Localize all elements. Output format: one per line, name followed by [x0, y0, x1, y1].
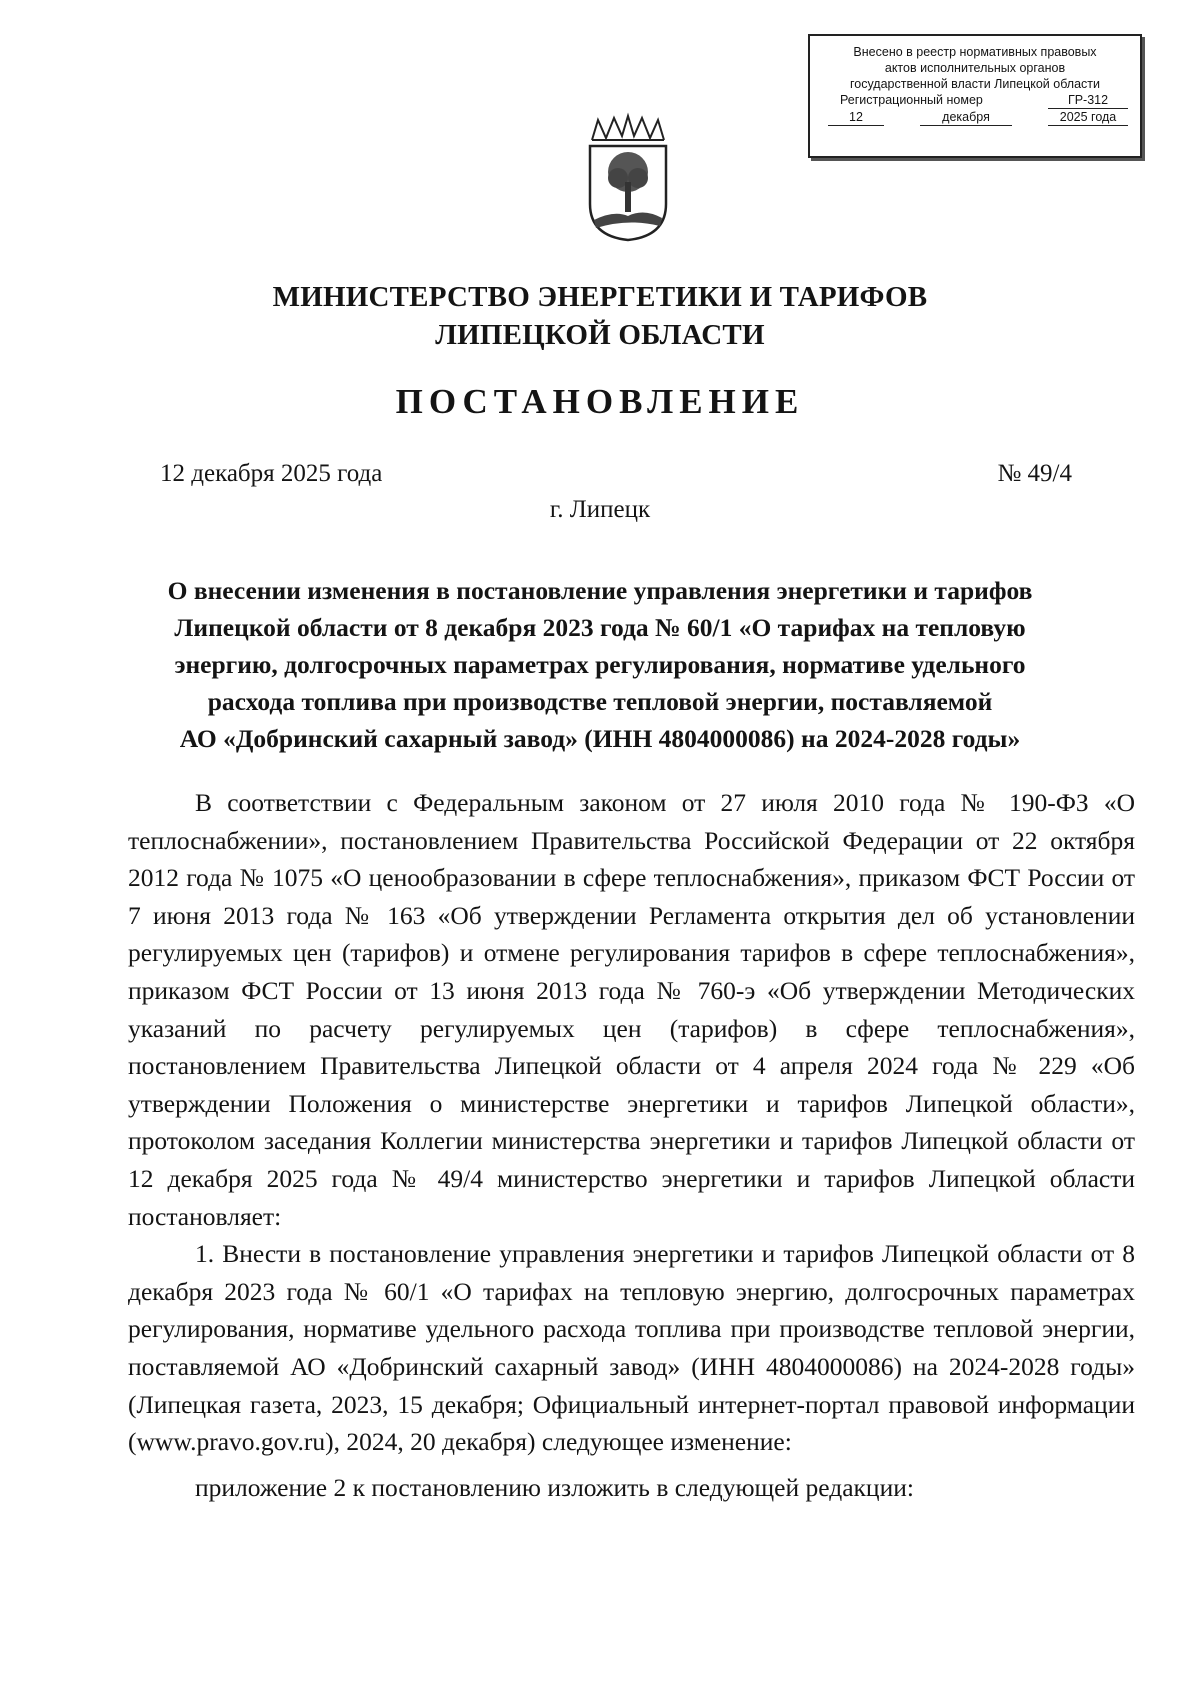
registration-stamp-line3: государственной власти Липецкой области: [849, 77, 1101, 91]
document-city: г. Липецк: [549, 496, 651, 523]
title-line3: энергию, долгосрочных параметрах регулирования, нормативе удельного: [174, 650, 1026, 679]
registration-day: 12: [828, 109, 884, 126]
registration-stamp-line2: актов исполнительных органов: [884, 61, 1066, 75]
document-title: [0, 572, 1200, 757]
registration-month: декабря: [920, 109, 1012, 126]
registration-number-row: [810, 92, 1140, 109]
lipetsk-coat-of-arms-icon: [584, 112, 672, 244]
document-date: 12 декабря 2025 года: [160, 460, 383, 487]
registration-stamp-line1: Внесено в реестр нормативных правовых: [853, 45, 1097, 59]
registration-stamp: [808, 34, 1142, 158]
document-number: № 49/4: [997, 460, 1072, 487]
body-paragraph-preamble: В соответствии с Федеральным законом от 27 июля 2010 года № 190-ФЗ «О теплоснабжении», постановлением Правительства Российской Федерации от 22 октября 2012 года № 1075 «О ценообразовании в сфере теплоснабжения», приказом ФСТ России от 7 июня 2013 года № 163 «Об утверждении Регламента открытия дел об установлении регулируемых цен (тарифов) и отмене регулирования тарифов в сфере теплоснабжения», приказом ФСТ России от 13 июня 2013 года № 760-э «Об утверждении Методических указаний по расчету регулируемых цен (тарифов) в сфере теплоснабжения», постановлением Правительства Липецкой области от 4 апреля 2024 года № 229 «Об утверждении Положения о министерстве энергетики и тарифов Липецкой области», протоколом заседания Коллегии министерства энергетики и тарифов Липецкой области от 12 декабря 2025 года № 49/4 министерство энергетики и тарифов Липецкой области постановляет:: [128, 788, 1135, 1231]
body-paragraph-appendix: приложение 2 к постановлению изложить в следующей редакции:: [195, 1472, 914, 1502]
title-line1: О внесении изменения в постановление управления энергетики и тарифов: [167, 576, 1033, 605]
title-line5: АО «Добринский сахарный завод» (ИНН 4804000086) на 2024-2028 годы»: [179, 724, 1021, 753]
registration-number-label: Регистрационный номер: [840, 93, 983, 107]
ministry-name: [0, 278, 1200, 354]
title-line4: расхода топлива при производстве тепловой энергии, поставляемой: [207, 687, 993, 716]
ministry-name-line1: МИНИСТЕРСТВО ЭНЕРГЕТИКИ И ТАРИФОВ: [272, 281, 928, 313]
registration-year: 2025 года: [1048, 109, 1128, 126]
registration-number-value: ГР-312: [1048, 92, 1128, 109]
document-body: [128, 784, 1135, 1506]
ministry-name-line2: ЛИПЕЦКОЙ ОБЛАСТИ: [435, 319, 765, 351]
body-paragraph-item-1: 1. Внести в постановление управления энергетики и тарифов Липецкой области от 8 декабря 2023 года № 60/1 «О тарифах на тепловую энергию, долгосрочных параметрах регулирования, нормативе удельного расхода топлива при производстве тепловой энергии, поставляемой АО «Добринский сахарный завод» (ИНН 4804000086) на 2024-2028 годы» (Липецкая газета, 2023, 15 декабря; Официальный интернет-портал правовой информации (www.pravo.gov.ru), 2024, 20 декабря) следующее изменение:: [128, 1239, 1135, 1457]
title-line2: Липецкой области от 8 декабря 2023 года № 60/1 «О тарифах на тепловую: [174, 613, 1026, 642]
registration-date-row: [810, 109, 1140, 126]
document-type: ПОСТАНОВЛЕНИЕ: [395, 382, 805, 421]
